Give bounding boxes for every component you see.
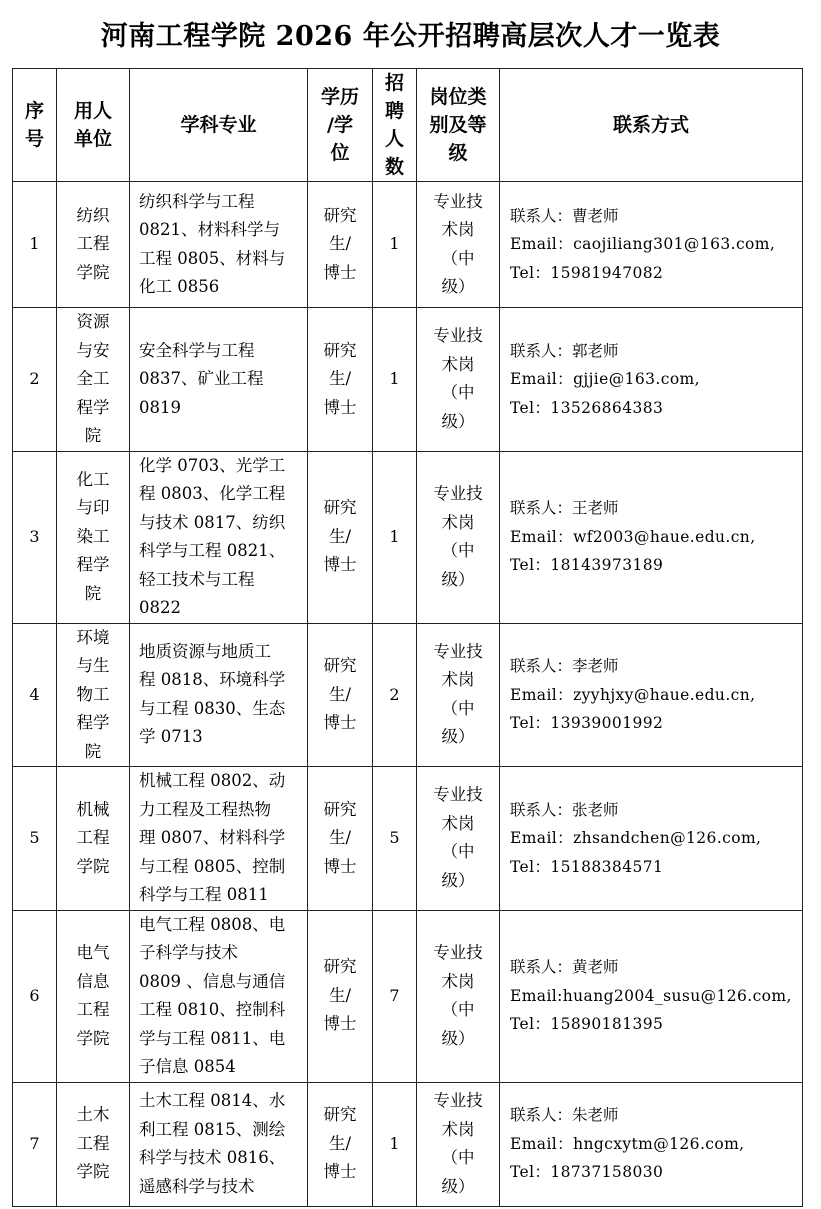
discipline-major	[130, 623, 308, 767]
position-line: 级）	[441, 569, 475, 589]
major-line: 安全科学与工程	[139, 340, 255, 360]
unit-line: 程学	[76, 397, 110, 417]
employer-unit	[57, 1082, 130, 1206]
major-line: 科学与技术 0816、	[139, 1148, 286, 1167]
position-line: 专业技	[433, 943, 483, 962]
contact-phone: Tel：13526864383	[510, 398, 664, 417]
discipline-major	[130, 767, 308, 911]
major-line: 科学与工程 0811	[139, 885, 269, 904]
position-line: 术岗	[441, 670, 475, 690]
edu-line: 生/	[328, 369, 352, 388]
contact-person: 联系人：李老师	[510, 657, 619, 675]
hire-count: 1	[373, 451, 417, 623]
employer-unit	[57, 308, 130, 452]
position-line: （中	[441, 383, 475, 403]
contact-person: 联系人：曹老师	[510, 206, 619, 225]
unit-line: 院	[84, 741, 102, 761]
header-num: 序 号	[13, 69, 57, 182]
position-line: 级）	[441, 727, 475, 747]
unit-line: 电气	[76, 943, 110, 962]
education-degree	[308, 1082, 373, 1206]
major-line: 子科学与技术	[139, 943, 238, 962]
page-title: 河南工程学院 2026 年公开招聘高层次人才一览表	[100, 21, 721, 52]
unit-line: 学院	[76, 262, 110, 282]
contact-info	[500, 623, 803, 767]
edu-line: 博士	[323, 1162, 357, 1182]
edu-line: 研究	[323, 799, 357, 819]
edu-line: 研究	[323, 205, 357, 225]
unit-line: 工程	[76, 828, 110, 847]
contact-info	[500, 910, 803, 1082]
table-row	[13, 623, 803, 767]
contact-person: 联系人：郭老师	[510, 341, 619, 360]
unit-line: 与印	[76, 498, 110, 518]
table-row	[13, 767, 803, 911]
unit-line: 学院	[76, 856, 110, 876]
edu-line: 研究	[323, 1105, 357, 1125]
hire-count: 1	[373, 308, 417, 452]
discipline-major	[130, 910, 308, 1082]
table-row	[13, 1082, 803, 1206]
unit-line: 机械	[76, 799, 110, 819]
position-line: 术岗	[441, 512, 475, 532]
position-line: 级）	[441, 411, 475, 431]
contact-person: 联系人：黄老师	[510, 958, 619, 977]
major-line: 与技术 0817、纺织	[139, 512, 286, 532]
major-line: 子信息 0854	[139, 1057, 236, 1076]
major-line: 纺织科学与工程	[139, 191, 255, 211]
unit-line: 纺织	[76, 205, 110, 225]
unit-line: 学院	[76, 1162, 110, 1182]
contact-info	[500, 308, 803, 452]
unit-line: 染工	[76, 526, 110, 546]
employer-unit	[57, 182, 130, 308]
header-contact: 联系方式	[500, 69, 803, 182]
unit-line: 程学	[76, 555, 110, 575]
header-major: 学科专业	[130, 69, 308, 182]
contact-email: Email：caojiliang301@163.com,	[510, 235, 776, 254]
unit-line: 院	[84, 583, 102, 603]
header-count: 招 聘 人 数	[373, 69, 417, 182]
discipline-major	[130, 308, 308, 452]
position-category	[417, 451, 500, 623]
contact-info	[500, 767, 803, 911]
position-line: 术岗	[441, 220, 475, 239]
position-line: （中	[441, 1148, 475, 1167]
major-line: 程 0818、环境科学	[139, 670, 286, 690]
contact-person: 联系人：朱老师	[510, 1106, 619, 1125]
position-line: 级）	[441, 277, 475, 296]
position-line: 专业技	[433, 785, 483, 805]
major-line: 0809 、信息与通信	[139, 971, 286, 991]
position-category	[417, 182, 500, 308]
recruitment-table	[12, 68, 803, 1207]
edu-line: 研究	[323, 498, 357, 518]
position-line: 级）	[441, 1176, 475, 1196]
major-line: 化工 0856	[139, 277, 220, 296]
position-category	[417, 623, 500, 767]
major-line: 电气工程 0808、电	[139, 914, 286, 934]
position-line: 级）	[441, 1028, 475, 1048]
unit-line: 学院	[76, 1028, 110, 1048]
position-category	[417, 308, 500, 452]
edu-line: 生/	[328, 526, 352, 546]
contact-phone: Tel：18737158030	[510, 1163, 664, 1182]
table-row	[13, 308, 803, 452]
unit-line: 院	[84, 426, 102, 445]
employer-unit	[57, 767, 130, 911]
position-line: （中	[441, 1000, 475, 1019]
contact-email: Email：gjjie@163.com,	[510, 370, 700, 388]
major-line: 与工程 0805、控制	[139, 856, 286, 876]
edu-line: 生/	[328, 985, 352, 1005]
table-body	[13, 182, 803, 1207]
position-line: （中	[441, 842, 475, 862]
major-line: 0837、矿业工程	[139, 369, 264, 388]
edu-line: 博士	[323, 397, 357, 417]
row-number: 5	[13, 767, 57, 911]
edu-line: 博士	[323, 262, 357, 282]
position-line: 术岗	[441, 813, 475, 833]
position-line: （中	[441, 541, 475, 560]
edu-line: 生/	[328, 234, 352, 254]
contact-email: Email：zhsandchen@126.com,	[510, 829, 762, 847]
education-degree	[308, 767, 373, 911]
discipline-major	[130, 451, 308, 623]
unit-line: 全工	[76, 369, 110, 388]
contact-phone: Tel：15188384571	[510, 857, 664, 876]
position-line: 级）	[441, 870, 475, 890]
major-line: 工程 0810、控制科	[139, 1000, 286, 1019]
discipline-major	[130, 1082, 308, 1206]
unit-line: 资源	[76, 312, 110, 331]
major-line: 利工程 0815、测绘	[139, 1119, 286, 1139]
major-line: 程 0803、化学工程	[139, 484, 286, 503]
major-line: 学与工程 0811、电	[139, 1028, 286, 1048]
table-row	[13, 451, 803, 623]
major-line: 科学与工程 0821、	[139, 541, 286, 560]
education-degree	[308, 451, 373, 623]
education-degree	[308, 308, 373, 452]
contact-person: 联系人：张老师	[510, 800, 619, 819]
contact-email: Email:huang2004_susu@126.com,	[510, 986, 792, 1005]
table-header-row	[13, 69, 803, 182]
edu-line: 研究	[323, 957, 357, 977]
edu-line: 博士	[323, 1014, 357, 1034]
major-line: 土木工程 0814、水	[139, 1091, 286, 1110]
position-category	[417, 910, 500, 1082]
header-pos: 岗位类 别及等 级	[417, 69, 500, 182]
position-line: （中	[441, 698, 475, 718]
edu-line: 博士	[323, 856, 357, 876]
position-line: 专业技	[433, 1091, 483, 1110]
hire-count: 1	[373, 182, 417, 308]
unit-line: 土木	[76, 1105, 110, 1125]
major-line: 机械工程 0802、动	[139, 771, 286, 790]
position-line: 专业技	[433, 191, 483, 211]
unit-line: 程学	[76, 713, 110, 732]
edu-line: 生/	[328, 828, 352, 847]
major-line: 工程 0805、材料与	[139, 248, 286, 268]
edu-line: 博士	[323, 555, 357, 575]
unit-line: 与安	[76, 340, 110, 360]
position-line: 专业技	[433, 484, 483, 503]
contact-phone: Tel：15890181395	[510, 1015, 664, 1034]
edu-line: 生/	[328, 684, 352, 704]
row-number: 3	[13, 451, 57, 623]
major-line: 轻工技术与工程	[139, 569, 255, 589]
major-line: 地质资源与地质工	[139, 641, 271, 661]
discipline-major	[130, 182, 308, 308]
employer-unit	[57, 623, 130, 767]
unit-line: 工程	[76, 234, 110, 254]
table-row	[13, 910, 803, 1082]
header-unit: 用人 单位	[57, 69, 130, 182]
row-number: 7	[13, 1082, 57, 1206]
position-line: 术岗	[441, 354, 475, 374]
major-line: 0822	[139, 598, 181, 617]
row-number: 1	[13, 182, 57, 308]
position-category	[417, 1082, 500, 1206]
unit-line: 物工	[76, 684, 110, 704]
header-edu: 学历 /学 位	[308, 69, 373, 182]
unit-line: 工程	[76, 1133, 110, 1153]
contact-person: 联系人：王老师	[510, 499, 619, 518]
row-number: 2	[13, 308, 57, 452]
major-line: 力工程及工程热物	[139, 799, 271, 819]
major-line: 遥感科学与技术	[139, 1176, 255, 1196]
position-category	[417, 767, 500, 911]
unit-line: 工程	[76, 1000, 110, 1019]
table-row	[13, 182, 803, 308]
position-line: 术岗	[441, 1119, 475, 1139]
edu-line: 研究	[323, 656, 357, 675]
education-degree	[308, 623, 373, 767]
position-line: 术岗	[441, 971, 475, 991]
contact-email: Email：zyyhjxy@haue.edu.cn,	[510, 685, 756, 704]
row-number: 4	[13, 623, 57, 767]
contact-info	[500, 451, 803, 623]
major-line: 学 0713	[139, 727, 203, 747]
edu-line: 生/	[328, 1133, 352, 1153]
contact-phone: Tel：13939001992	[510, 714, 664, 732]
education-degree	[308, 910, 373, 1082]
unit-line: 环境	[76, 627, 110, 647]
contact-email: Email：wf2003@haue.edu.cn,	[510, 527, 756, 546]
major-line: 0819	[139, 397, 181, 417]
major-line: 与工程 0830、生态	[139, 698, 286, 718]
major-line: 0821、材料科学与	[139, 220, 280, 239]
hire-count: 2	[373, 623, 417, 767]
contact-info	[500, 182, 803, 308]
employer-unit	[57, 910, 130, 1082]
contact-phone: Tel：18143973189	[510, 556, 664, 575]
hire-count: 7	[373, 910, 417, 1082]
unit-line: 化工	[76, 469, 110, 489]
position-line: 专业技	[433, 641, 483, 661]
contact-info	[500, 1082, 803, 1206]
position-line: （中	[441, 248, 475, 268]
education-degree	[308, 182, 373, 308]
unit-line: 信息	[76, 971, 110, 991]
edu-line: 博士	[323, 713, 357, 732]
edu-line: 研究	[323, 340, 357, 360]
hire-count: 1	[373, 1082, 417, 1206]
position-line: 专业技	[433, 326, 483, 346]
contact-phone: Tel：15981947082	[510, 263, 664, 282]
unit-line: 与生	[76, 656, 110, 675]
employer-unit	[57, 451, 130, 623]
row-number: 6	[13, 910, 57, 1082]
major-line: 化学 0703、光学工	[139, 455, 286, 475]
major-line: 理 0807、材料科学	[139, 828, 286, 847]
hire-count: 5	[373, 767, 417, 911]
contact-email: Email：hngcxytm@126.com,	[510, 1134, 745, 1153]
